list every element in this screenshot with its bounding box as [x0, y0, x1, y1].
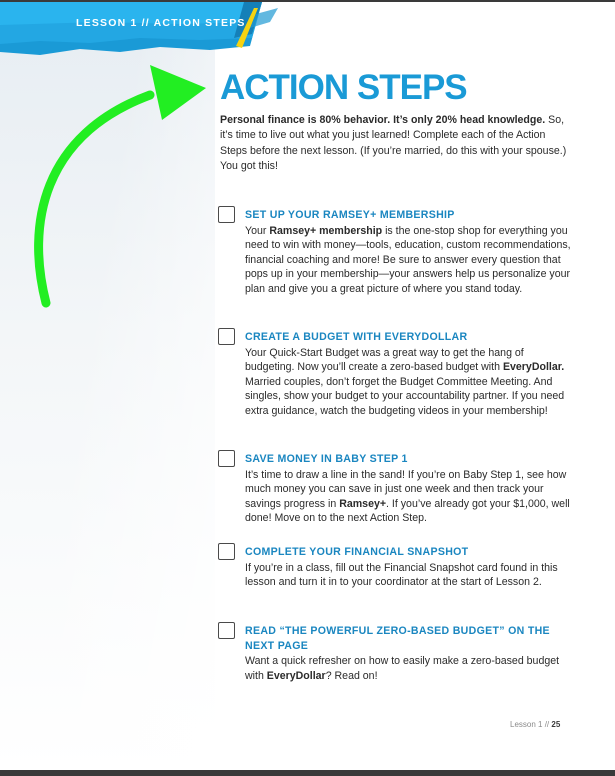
step-text: It’s time to draw a line in the sand! If you’re on Baby Step 1, see how much money you can save in just one week and then track your savings progress in — [245, 468, 567, 510]
step-bold-text: EveryDollar. — [502, 361, 565, 374]
step-bold-text: EveryDollar — [266, 669, 326, 682]
step-title: READ “THE POWERFUL ZERO-BASED BUDGET” ON THE NEXT PAGE — [245, 625, 550, 652]
step-3-checkbox[interactable] — [218, 450, 235, 467]
page-footer — [510, 720, 560, 729]
step-1-checkbox[interactable] — [218, 206, 235, 223]
step-text: Your Quick-Start Budget was a great way to get the hang of budgeting. Now you’ll create a zero-based budget with — [245, 346, 524, 374]
step-text: If you’re in a class, fill out the Financial Snapshot card found in this lesson and turn it in to your coordinator at the start of Lesson 2. — [245, 561, 558, 589]
action-step-4 — [218, 545, 578, 590]
step-bold-text: Ramsey+ — [339, 497, 387, 510]
intro-paragraph — [220, 113, 575, 174]
step-body — [245, 468, 575, 526]
step-body — [245, 654, 575, 683]
step-text: is the one-stop shop for everything you need to win with money—tools, education, custom recommendations, financial coaching and more! Be sure to answer every question that pops up in your membership—your answers help us personalize your plan and give you a great picture of where you stand today. — [245, 224, 571, 295]
action-step-2 — [218, 330, 578, 419]
step-title: SAVE MONEY IN BABY STEP 1 — [245, 453, 408, 465]
step-body — [245, 346, 575, 419]
step-text: Your — [245, 224, 270, 237]
footer-separator: // — [544, 720, 550, 729]
page-frame-bottom — [0, 770, 615, 776]
lesson-label: LESSON 1 // ACTION STEPS — [76, 17, 246, 29]
step-text: . If you’ve already got your $1,000, well done! Move on to the next Action Step. — [245, 497, 570, 525]
step-title: CREATE A BUDGET WITH EVERYDOLLAR — [245, 331, 468, 343]
action-step-3 — [218, 452, 578, 526]
step-body — [245, 224, 575, 297]
step-title: SET UP YOUR RAMSEY+ MEMBERSHIP — [245, 209, 455, 221]
step-text: ? Read on! — [325, 669, 378, 682]
page-title: ACTION STEPS — [220, 68, 467, 107]
intro-bold-text: Personal finance is 80% behavior. It’s only 20% head knowledge. — [220, 114, 546, 126]
footer-lesson: Lesson 1 — [510, 720, 543, 729]
action-step-1 — [218, 208, 578, 297]
page-number: 25 — [551, 720, 561, 729]
step-bold-text: Ramsey+ membership — [269, 224, 383, 237]
step-5-checkbox[interactable] — [218, 622, 235, 639]
intro-text: So, it’s time to live out what you just learned! Complete each of the Action Steps before the next lesson. (If you’re married, do this with your spouse.) You got this! — [220, 114, 567, 172]
step-4-checkbox[interactable] — [218, 543, 235, 560]
step-2-checkbox[interactable] — [218, 328, 235, 345]
step-text: Want a quick refresher on how to easily make a zero-based budget with — [245, 655, 560, 682]
step-title: COMPLETE YOUR FINANCIAL SNAPSHOT — [245, 546, 469, 558]
step-body — [245, 561, 575, 590]
step-text: Married couples, don’t forget the Budget Committee Meeting. And singles, show your budget to your accountability partner. If you need extra guidance, watch the budgeting videos in your membership! — [245, 375, 565, 417]
action-step-5 — [218, 624, 578, 683]
